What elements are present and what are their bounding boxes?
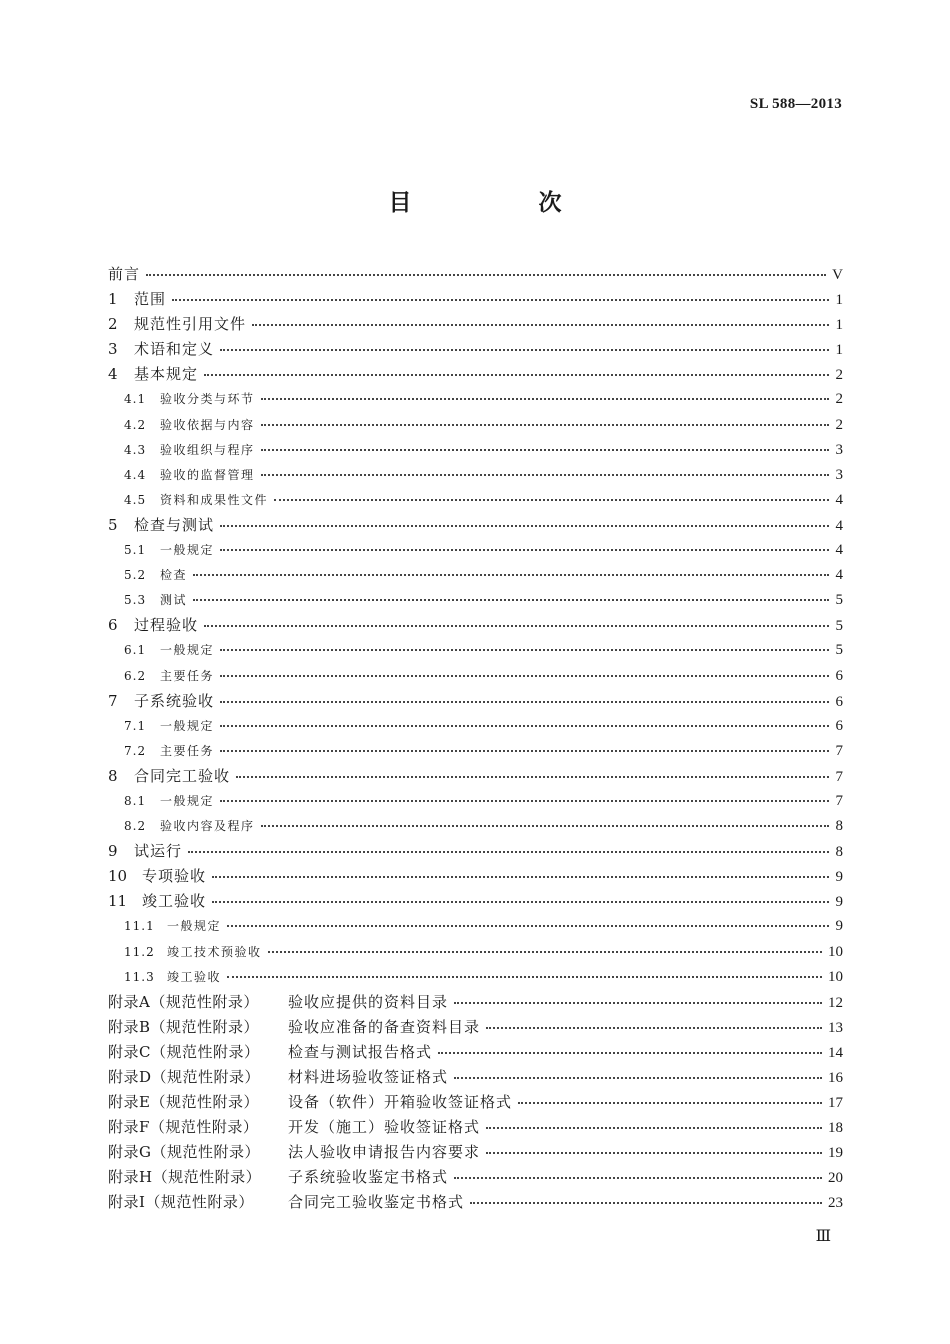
toc-label: 合同完工验收鉴定书格式 xyxy=(288,1193,465,1212)
toc-entry[interactable] xyxy=(108,362,843,387)
toc-label: 一般规定 xyxy=(160,718,215,733)
toc-page-number: 4 xyxy=(835,542,843,559)
toc-number: 5 xyxy=(108,515,118,534)
toc-label: 法人验收申请报告内容要求 xyxy=(288,1143,481,1162)
toc-dot-leader xyxy=(220,725,829,727)
toc-dot-leader xyxy=(274,499,829,501)
toc-label: 验收应提供的资料目录 xyxy=(288,992,449,1011)
toc-page-number: 6 xyxy=(835,693,843,710)
toc-entry[interactable] xyxy=(108,789,843,814)
toc-entry[interactable] xyxy=(108,538,843,563)
toc-appendix-entry[interactable] xyxy=(108,1090,843,1115)
toc-number: 4.5 xyxy=(124,492,147,507)
toc-dot-leader xyxy=(220,649,829,651)
toc-dot-leader xyxy=(470,1202,822,1204)
toc-label: 范围 xyxy=(134,290,167,309)
toc-page-number: 3 xyxy=(835,466,843,483)
toc-appendix-prefix: 附录E（规范性附录） xyxy=(108,1093,259,1112)
toc-page-number: 16 xyxy=(828,1070,843,1086)
toc-dot-leader xyxy=(261,825,829,827)
toc-label: 基本规定 xyxy=(134,365,199,384)
page-number: Ⅲ xyxy=(815,1228,830,1245)
toc-page-number: 9 xyxy=(835,894,843,911)
toc-dot-leader xyxy=(454,1002,822,1004)
toc-dot-leader xyxy=(261,424,829,426)
toc-dot-leader xyxy=(212,901,829,903)
toc-number: 8.1 xyxy=(124,793,147,808)
toc-label: 竣工验收 xyxy=(142,892,207,911)
toc-page-number: 7 xyxy=(835,792,843,809)
toc-dot-leader xyxy=(261,398,829,400)
toc-dot-leader xyxy=(454,1077,822,1079)
toc-label: 专项验收 xyxy=(142,867,207,886)
toc-label: 主要任务 xyxy=(160,743,215,758)
toc-dot-leader xyxy=(454,1177,822,1179)
toc-appendix-prefix: 附录I（规范性附录） xyxy=(108,1193,254,1212)
toc-entry[interactable] xyxy=(108,940,843,965)
toc-label: 验收内容及程序 xyxy=(160,819,255,834)
toc-appendix-prefix: 附录C（规范性附录） xyxy=(108,1042,260,1061)
toc-label: 一般规定 xyxy=(167,919,222,934)
toc-dot-leader xyxy=(486,1152,822,1154)
toc-label: 材料进场验收签证格式 xyxy=(288,1068,449,1086)
toc-page-number: 7 xyxy=(835,768,843,785)
toc-page-number: 3 xyxy=(835,441,843,458)
toc-entry[interactable] xyxy=(108,438,843,463)
toc-label: 一般规定 xyxy=(160,643,215,658)
toc-label: 主要任务 xyxy=(160,668,215,683)
toc-dot-leader xyxy=(220,750,829,752)
toc-number: 7.2 xyxy=(124,743,147,758)
table-of-contents xyxy=(108,262,843,1216)
toc-appendix-entry[interactable] xyxy=(108,1190,843,1215)
toc-page-number: 19 xyxy=(828,1145,843,1162)
toc-appendix-prefix: 附录F（规范性附录） xyxy=(108,1118,259,1137)
toc-label: 验收依据与内容 xyxy=(160,417,255,432)
toc-dot-leader xyxy=(220,525,829,527)
toc-entry[interactable] xyxy=(108,714,843,739)
toc-entry[interactable] xyxy=(108,312,843,337)
toc-page-number: 6 xyxy=(835,667,843,684)
toc-number: 11.3 xyxy=(124,969,155,984)
toc-page-number: 17 xyxy=(828,1095,843,1112)
toc-label: 子系统验收鉴定书格式 xyxy=(288,1168,449,1187)
toc-page-number: 12 xyxy=(828,994,843,1011)
toc-appendix-prefix: 附录D（规范性附录） xyxy=(108,1068,261,1086)
toc-dot-leader xyxy=(204,374,829,376)
toc-entry[interactable] xyxy=(108,287,843,312)
toc-entry[interactable] xyxy=(108,463,843,488)
toc-dot-leader xyxy=(212,876,829,878)
toc-entry[interactable] xyxy=(108,638,843,663)
toc-page-number: 14 xyxy=(828,1044,843,1061)
toc-dot-leader xyxy=(146,274,826,276)
toc-entry[interactable] xyxy=(108,739,843,764)
toc-number: 2 xyxy=(108,315,118,334)
toc-label: 规范性引用文件 xyxy=(134,315,247,334)
toc-entry[interactable] xyxy=(108,664,843,689)
toc-page-number: 10 xyxy=(828,968,843,985)
toc-number: 11 xyxy=(108,892,128,911)
toc-number: 5.3 xyxy=(124,593,147,608)
toc-dot-leader xyxy=(220,800,829,802)
toc-dot-leader xyxy=(193,599,829,601)
toc-label: 术语和定义 xyxy=(134,340,215,359)
toc-label: 前言 xyxy=(108,265,141,283)
toc-appendix-entry[interactable] xyxy=(108,1115,843,1140)
toc-page-number: 5 xyxy=(835,592,843,609)
toc-number: 4.4 xyxy=(124,467,147,482)
toc-label: 一般规定 xyxy=(160,543,215,558)
toc-page-number: 1 xyxy=(835,292,843,309)
page-title: 目 次 xyxy=(388,190,614,216)
toc-entry[interactable] xyxy=(108,563,843,588)
toc-dot-leader xyxy=(220,675,829,677)
toc-page-number: 6 xyxy=(835,717,843,734)
toc-dot-leader xyxy=(261,474,829,476)
document-code: SL 588—2013 xyxy=(749,96,842,112)
toc-dot-leader xyxy=(220,549,829,551)
toc-label: 试运行 xyxy=(134,842,183,861)
toc-entry[interactable] xyxy=(108,839,843,864)
toc-dot-leader xyxy=(486,1027,822,1029)
toc-dot-leader xyxy=(486,1127,822,1129)
toc-dot-leader xyxy=(227,976,822,978)
toc-dot-leader xyxy=(220,349,829,351)
toc-page-number: 5 xyxy=(835,618,843,635)
toc-number: 4.1 xyxy=(124,392,147,407)
toc-label: 开发（施工）验收签证格式 xyxy=(288,1118,481,1137)
toc-entry[interactable] xyxy=(108,914,843,939)
toc-number: 4.2 xyxy=(124,417,147,432)
toc-entry[interactable] xyxy=(108,337,843,362)
toc-appendix-prefix: 附录H（规范性附录） xyxy=(108,1168,262,1187)
toc-dot-leader xyxy=(261,449,829,451)
toc-number: 8 xyxy=(108,766,118,785)
toc-entry[interactable] xyxy=(108,764,843,789)
toc-number: 11.2 xyxy=(124,944,155,959)
toc-number: 4 xyxy=(108,365,118,384)
toc-label: 竣工验收 xyxy=(167,969,222,984)
toc-number: 9 xyxy=(108,842,118,861)
toc-number: 6.1 xyxy=(124,643,147,658)
toc-number: 8.2 xyxy=(124,819,147,834)
toc-page-number: 10 xyxy=(828,943,843,960)
toc-appendix-prefix: 附录B（规范性附录） xyxy=(108,1017,260,1036)
toc-page-number: 9 xyxy=(835,918,843,935)
toc-number: 7 xyxy=(108,691,118,710)
toc-label: 资料和成果性文件 xyxy=(160,492,269,507)
toc-page-number: 8 xyxy=(835,818,843,835)
toc-label: 测试 xyxy=(160,593,188,608)
toc-entry[interactable] xyxy=(108,965,843,990)
toc-entry[interactable] xyxy=(108,413,843,438)
toc-page-number: 4 xyxy=(835,491,843,508)
toc-page-number: 13 xyxy=(828,1019,843,1036)
toc-page-number: 4 xyxy=(835,567,843,584)
toc-appendix-entry[interactable] xyxy=(108,1140,843,1165)
toc-dot-leader xyxy=(268,951,822,953)
toc-page-number: 2 xyxy=(835,367,843,384)
toc-number: 1 xyxy=(108,290,118,309)
toc-entry[interactable] xyxy=(108,513,843,538)
toc-appendix-prefix: 附录A（规范性附录） xyxy=(108,992,259,1011)
toc-dot-leader xyxy=(172,299,829,301)
toc-label: 设备（软件）开箱验收签证格式 xyxy=(288,1093,513,1112)
toc-appendix-entry[interactable] xyxy=(108,1040,843,1065)
toc-dot-leader xyxy=(193,574,829,576)
toc-label: 过程验收 xyxy=(134,616,199,635)
toc-label: 检查 xyxy=(160,568,188,583)
toc-dot-leader xyxy=(252,324,829,326)
toc-page-number: 1 xyxy=(835,317,843,334)
toc-label: 竣工技术预验收 xyxy=(167,944,262,959)
toc-entry[interactable] xyxy=(108,864,843,889)
toc-page-number: 2 xyxy=(835,416,843,433)
toc-entry[interactable] xyxy=(108,262,843,287)
toc-label: 验收应准备的备查资料目录 xyxy=(288,1017,481,1036)
toc-page-number: 9 xyxy=(835,869,843,886)
toc-dot-leader xyxy=(220,701,829,703)
toc-appendix-entry[interactable] xyxy=(108,1065,843,1090)
toc-label: 验收组织与程序 xyxy=(160,442,255,457)
toc-appendix-entry[interactable] xyxy=(108,1165,843,1190)
toc-entry[interactable] xyxy=(108,387,843,412)
toc-number: 6.2 xyxy=(124,668,147,683)
toc-entry[interactable] xyxy=(108,488,843,513)
toc-label: 验收的监督管理 xyxy=(160,467,255,482)
toc-number: 5.2 xyxy=(124,568,147,583)
toc-dot-leader xyxy=(204,625,829,627)
toc-label: 合同完工验收 xyxy=(134,766,231,785)
toc-appendix-prefix: 附录G（规范性附录） xyxy=(108,1143,260,1162)
toc-page-number: 23 xyxy=(828,1195,843,1212)
toc-number: 4.3 xyxy=(124,442,147,457)
toc-label: 子系统验收 xyxy=(134,691,215,710)
toc-appendix-entry[interactable] xyxy=(108,1015,843,1040)
toc-page-number: 2 xyxy=(835,391,843,408)
toc-page-number: 1 xyxy=(835,342,843,359)
toc-page-number: 18 xyxy=(828,1120,843,1137)
toc-dot-leader xyxy=(227,925,829,927)
toc-number: 3 xyxy=(108,340,118,359)
toc-entry[interactable] xyxy=(108,613,843,638)
toc-label: 检查与测试报告格式 xyxy=(288,1042,433,1061)
toc-dot-leader xyxy=(236,776,829,778)
toc-entry[interactable] xyxy=(108,588,843,613)
toc-label: 检查与测试 xyxy=(134,515,215,534)
toc-number: 11.1 xyxy=(124,919,155,934)
toc-entry[interactable] xyxy=(108,814,843,839)
toc-dot-leader xyxy=(438,1052,822,1054)
toc-appendix-entry[interactable] xyxy=(108,990,843,1015)
toc-label: 验收分类与环节 xyxy=(160,392,255,407)
toc-page-number: 20 xyxy=(828,1170,843,1187)
toc-page-number: 8 xyxy=(835,844,843,861)
toc-page-number: 4 xyxy=(835,517,843,534)
toc-number: 7.1 xyxy=(124,718,147,733)
toc-dot-leader xyxy=(188,851,829,853)
toc-entry[interactable] xyxy=(108,889,843,914)
toc-number: 5.1 xyxy=(124,543,147,558)
toc-dot-leader xyxy=(518,1102,822,1104)
toc-number: 6 xyxy=(108,616,118,635)
toc-entry[interactable] xyxy=(108,689,843,714)
toc-page-number: 7 xyxy=(835,742,843,759)
toc-page-number: 5 xyxy=(835,642,843,659)
toc-page-number: V xyxy=(832,267,843,283)
toc-number: 10 xyxy=(108,867,128,886)
toc-label: 一般规定 xyxy=(160,793,215,808)
